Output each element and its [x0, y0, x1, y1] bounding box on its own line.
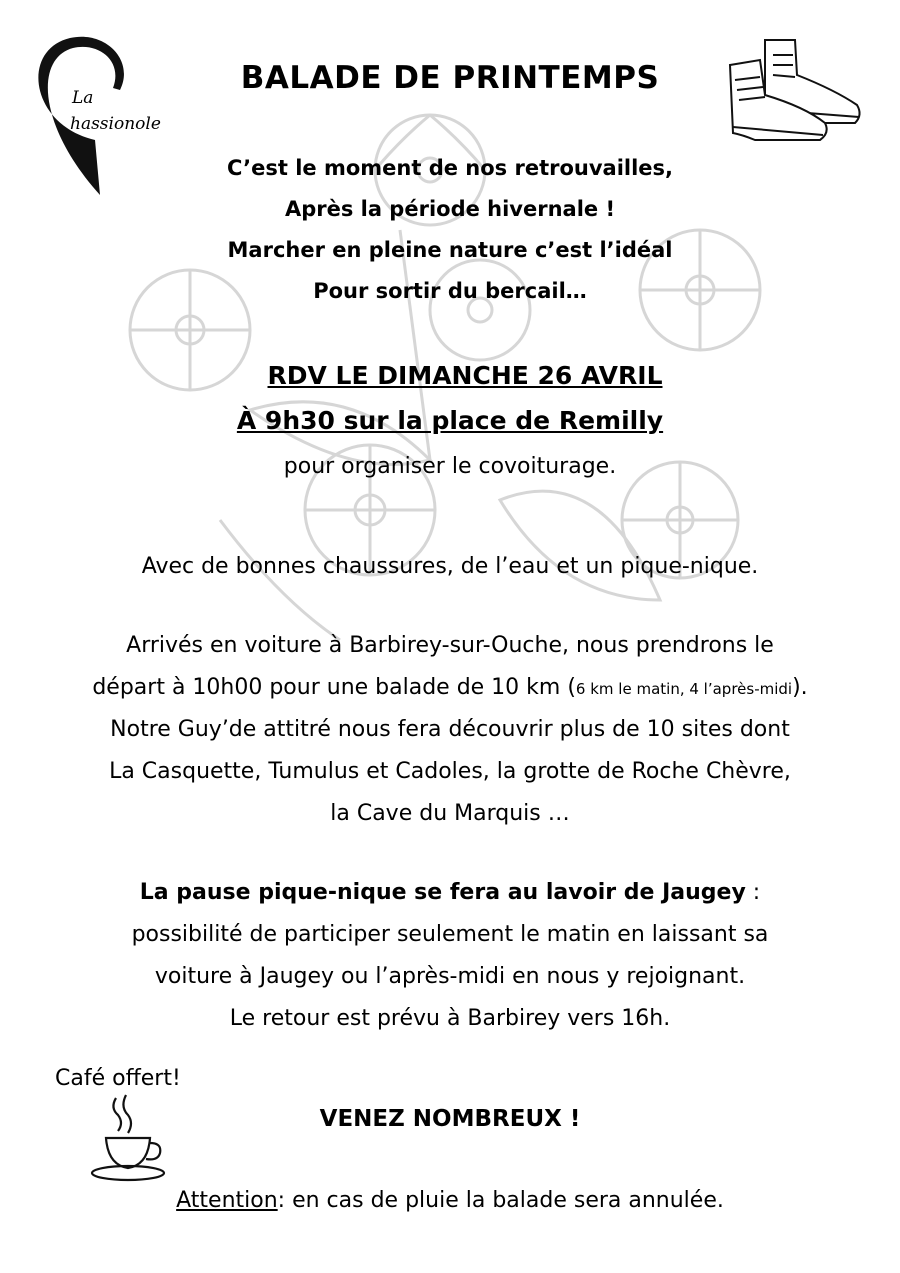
details-line-2-main: départ à 10h00 pour une balade de 10 km ( — [92, 675, 576, 700]
details-line-1: Arrivés en voiture à Barbirey-sur-Ouche, nous prendrons le — [126, 633, 774, 658]
attention-line — [0, 1188, 900, 1213]
pause-heading: La pause pique-nique se fera au lavoir de Jaugey — [139, 880, 746, 905]
rdv-place: À 9h30 sur la place de Remilly — [236, 406, 664, 435]
details-line-2-end: ). — [792, 675, 808, 700]
details-line-3: Notre Guy’de attitré nous fera découvrir plus de 10 sites dont — [110, 717, 790, 742]
details-line-2-distances: 6 km le matin, 4 l’après-midi — [575, 680, 793, 698]
pause-line-3: voiture à Jaugey ou l’après-midi en nous y rejoignant. — [154, 964, 746, 989]
poem-line-3: Marcher en pleine nature c’est l’idéal — [227, 238, 673, 262]
rdv-purpose: pour organiser le covoiturage. — [283, 454, 617, 479]
pause-line-1 — [0, 880, 900, 905]
cafe-offert: Café offert! — [55, 1066, 181, 1091]
rdv-date: RDV LE DIMANCHE 26 AVRIL — [267, 361, 663, 390]
venez-nombreux: VENEZ NOMBREUX ! — [319, 1106, 581, 1132]
poem-line-1: C’est le moment de nos retrouvailles, — [226, 156, 674, 180]
poem-line-2: Après la période hivernale ! — [284, 197, 616, 221]
details-line-2 — [0, 675, 900, 700]
pause-colon: : — [745, 880, 761, 905]
equipment-text: Avec de bonnes chaussures, de l’eau et un pique-nique. — [141, 554, 759, 579]
attention-label: Attention — [176, 1188, 278, 1213]
details-line-5: la Cave du Marquis … — [330, 801, 570, 826]
attention-text: : en cas de pluie la balade sera annulée. — [277, 1188, 724, 1213]
pause-line-4: Le retour est prévu à Barbirey vers 16h. — [229, 1006, 671, 1031]
details-line-4: La Casquette, Tumulus et Cadoles, la grotte de Roche Chèvre, — [109, 759, 791, 784]
logo-text-la: La — [72, 88, 94, 108]
logo-text-hassionole: hassionole — [70, 114, 161, 134]
page-title: BALADE DE PRINTEMPS — [240, 60, 660, 96]
poem-line-4: Pour sortir du bercail… — [313, 279, 587, 303]
flower-6 — [430, 260, 530, 360]
pause-line-2: possibilité de participer seulement le matin en laissant sa — [131, 922, 769, 947]
